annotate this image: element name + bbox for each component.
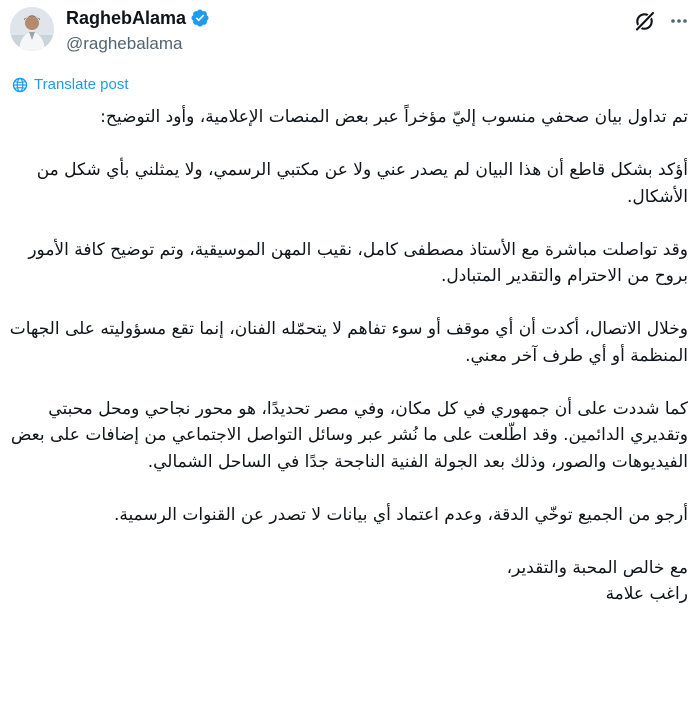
translate-post-link[interactable] xyxy=(12,76,129,93)
post-paragraph: وخلال الاتصال، أكدت أن أي موقف أو سوء تفاهم لا يتحمّله الفنان، إنما تقع مسؤوليته على الجهات المنظمة أو أي طرف آخر معني. xyxy=(9,319,688,366)
more-options-button[interactable] xyxy=(664,6,694,36)
avatar-image xyxy=(10,7,54,51)
post-closing: مع خالص المحبة والتقدير، xyxy=(506,557,688,578)
post-signature: راغب علامة xyxy=(605,584,688,604)
post-paragraph: أؤكد بشكل قاطع أن هذا البيان لم يصدر عني ولا عن مكتبي الرسمي، ولا يمثلني بأي شكل من الأشكال. xyxy=(36,160,688,207)
post-paragraph: تم تداول بيان صحفي منسوب إليّ مؤخراً عبر بعض المنصات الإعلامية، وأود التوضيح: xyxy=(100,107,688,127)
grok-button[interactable] xyxy=(628,4,662,38)
display-name-row xyxy=(66,6,210,30)
avatar[interactable] xyxy=(10,7,54,51)
post-body xyxy=(8,104,688,608)
globe-icon xyxy=(12,77,28,93)
post-paragraph: وقد تواصلت مباشرة مع الأستاذ مصطفى كامل، نقيب المهن الموسيقية، وتم توضيح كافة الأمور بروح من الاحترام والتقدير المتبادل. xyxy=(28,239,688,286)
post-header xyxy=(0,0,700,62)
author-handle[interactable]: @raghebalama xyxy=(66,34,183,53)
grok-slash-icon xyxy=(633,9,657,33)
verified-badge-icon xyxy=(190,8,210,28)
more-dots-icon xyxy=(669,11,689,31)
post-paragraph: أرجو من الجميع توخّي الدقة، وعدم اعتماد أي بيانات لا تصدر عن القنوات الرسمية. xyxy=(113,504,688,525)
post-paragraph: كما شددت على أن جمهوري في كل مكان، وفي مصر تحديدًا، هو محور نجاحي ومحل محبتي وتقديري الدائمين. وقد اطّلعت على ما نُشر عبر وسائل التواصل الاجتماعي من إضافات على بعض الفيديوهات والصور، وذلك بعد الجولة الفنية الناجحة جدًا في الساحل الشمالي. xyxy=(10,398,688,472)
author-display-name[interactable]: RaghebAlama xyxy=(66,7,187,28)
author-names xyxy=(66,6,210,54)
translate-post-label: Translate post xyxy=(34,76,129,93)
